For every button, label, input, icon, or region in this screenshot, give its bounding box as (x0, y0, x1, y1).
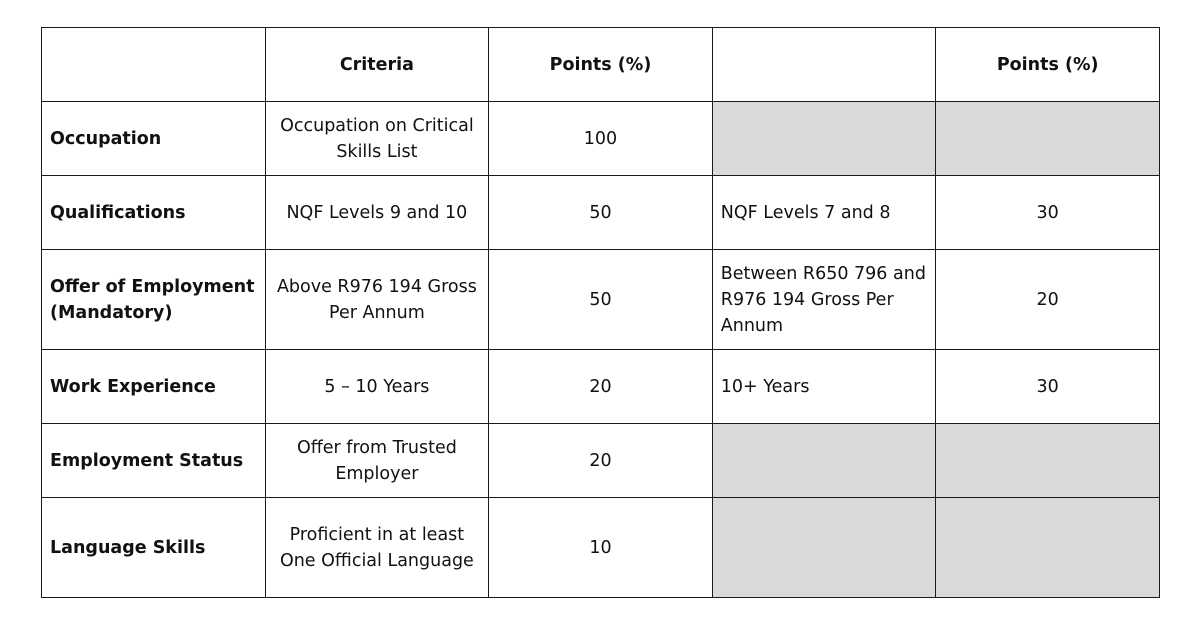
row-alt-points: 30 (936, 176, 1160, 250)
table-row (42, 498, 1160, 598)
row-label: Qualifications (42, 176, 266, 250)
row-alt-criteria-empty (712, 424, 936, 498)
row-label: Offer of Employment (Mandatory) (42, 250, 266, 350)
table-row (42, 250, 1160, 350)
row-alt-criteria-empty (712, 102, 936, 176)
row-criteria: Above R976 194 Gross Per Annum (265, 250, 489, 350)
row-label: Occupation (42, 102, 266, 176)
table-row (42, 350, 1160, 424)
row-alt-criteria: Between R650 796 and R976 194 Gross Per Annum (712, 250, 936, 350)
row-criteria: Occupation on Critical Skills List (265, 102, 489, 176)
row-points: 50 (489, 176, 713, 250)
row-alt-points-empty (936, 102, 1160, 176)
row-points: 20 (489, 424, 713, 498)
header-blank-cell (42, 28, 266, 102)
row-alt-points: 30 (936, 350, 1160, 424)
row-alt-points-empty (936, 424, 1160, 498)
header-row (42, 28, 1160, 102)
header-alt-blank-cell (712, 28, 936, 102)
points-table (41, 27, 1160, 598)
row-points: 100 (489, 102, 713, 176)
header-alt-points: Points (%) (936, 28, 1160, 102)
row-alt-points-empty (936, 498, 1160, 598)
row-points: 20 (489, 350, 713, 424)
row-criteria: NQF Levels 9 and 10 (265, 176, 489, 250)
row-points: 10 (489, 498, 713, 598)
table-row (42, 176, 1160, 250)
row-label: Language Skills (42, 498, 266, 598)
row-criteria: Proficient in at least One Official Language (265, 498, 489, 598)
row-alt-points: 20 (936, 250, 1160, 350)
row-label: Employment Status (42, 424, 266, 498)
row-points: 50 (489, 250, 713, 350)
row-alt-criteria-empty (712, 498, 936, 598)
row-alt-criteria: 10+ Years (712, 350, 936, 424)
table-row (42, 424, 1160, 498)
header-criteria: Criteria (265, 28, 489, 102)
table-row (42, 102, 1160, 176)
row-label: Work Experience (42, 350, 266, 424)
row-criteria: 5 – 10 Years (265, 350, 489, 424)
row-criteria: Offer from Trusted Employer (265, 424, 489, 498)
header-points: Points (%) (489, 28, 713, 102)
row-alt-criteria: NQF Levels 7 and 8 (712, 176, 936, 250)
